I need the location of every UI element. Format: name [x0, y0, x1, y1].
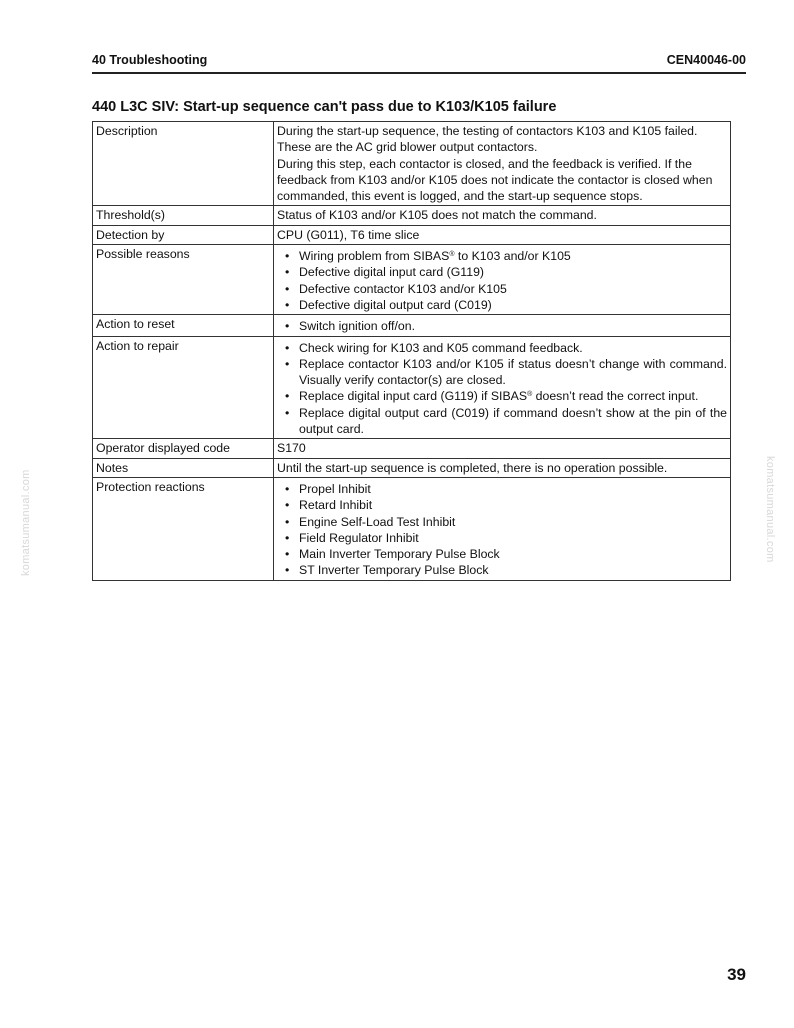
row-action-reset	[93, 315, 731, 336]
list-item: • Defective contactor K103 and/or K105	[285, 281, 507, 296]
bullet-icon: •	[285, 405, 290, 420]
list-item: • Main Inverter Temporary Pulse Block	[285, 547, 500, 562]
protection-list	[277, 479, 727, 579]
page-title: 440 L3C SIV: Start-up sequence can't pass due to K103/K105 failure	[92, 99, 557, 115]
action-reset-value	[274, 315, 731, 336]
page-number: 39	[727, 965, 746, 984]
bullet-icon: •	[285, 530, 290, 545]
protection-label: Protection reactions	[93, 477, 274, 580]
troubleshooting-table	[92, 121, 731, 581]
bullet-icon: •	[285, 481, 290, 496]
bullet-icon: •	[285, 498, 290, 513]
action-reset-list	[277, 316, 727, 334]
bullet-icon: •	[285, 389, 290, 404]
list-item: • Check wiring for K103 and K05 command feedback.	[285, 340, 583, 355]
operator-code-value: S170	[274, 439, 731, 458]
notes-value: Until the start-up sequence is completed, there is no operation possible.	[274, 458, 731, 477]
section-title: 40 Troubleshooting	[92, 53, 208, 67]
list-item: • Replace digital output card (C019) if command doesn’t show at the pin of the output card.	[285, 405, 727, 437]
threshold-label: Threshold(s)	[93, 206, 274, 225]
list-item: • Propel Inhibit	[285, 481, 371, 496]
action-repair-label: Action to repair	[93, 336, 274, 439]
list-item: • Replace contactor K103 and/or K105 if status doesn’t change with command. Visually verify contactor(s) are closed.	[285, 356, 727, 388]
possible-reasons-label: Possible reasons	[93, 245, 274, 315]
row-notes	[93, 458, 731, 477]
bullet-icon: •	[285, 265, 290, 280]
description-paragraph: During the start-up sequence, the testing of contactors K103 and K105 failed. These are the AC grid blower output contactors.	[277, 124, 698, 155]
action-reset-label: Action to reset	[93, 315, 274, 336]
bullet-icon: •	[285, 249, 290, 264]
row-possible-reasons	[93, 245, 731, 315]
list-item: • Defective digital input card (G119)	[285, 265, 484, 280]
watermark-left: komatsumanual.com	[20, 469, 32, 576]
watermark-right: komatsumanual.com	[764, 456, 776, 563]
bullet-icon: •	[285, 319, 290, 334]
detection-label: Detection by	[93, 225, 274, 244]
bullet-icon: •	[285, 340, 290, 355]
row-action-repair	[93, 336, 731, 439]
description-value	[274, 122, 731, 206]
operator-code-label: Operator displayed code	[93, 439, 274, 458]
bullet-icon: •	[285, 514, 290, 529]
list-item: • ST Inverter Temporary Pulse Block	[285, 563, 489, 578]
list-item: • Wiring problem from SIBAS® to K103 and/or K105	[285, 249, 571, 264]
detection-value: CPU (G011), T6 time slice	[274, 225, 731, 244]
bullet-icon: •	[285, 356, 290, 371]
list-item: • Defective digital output card (C019)	[285, 297, 492, 312]
list-item: • Replace digital input card (G119) if SIBAS® doesn’t read the correct input.	[285, 389, 699, 404]
row-protection	[93, 477, 731, 580]
possible-reasons-value	[274, 245, 731, 315]
bullet-icon: •	[285, 547, 290, 562]
description-paragraph: During this step, each contactor is closed, and the feedback is verified. If the feedback from K103 and/or K105 does not indicate the contactor is closed when commanded, this event is logged, and the start-up sequence stops.	[277, 156, 713, 204]
row-operator-code	[93, 439, 731, 458]
row-threshold	[93, 206, 731, 225]
threshold-value: Status of K103 and/or K105 does not match the command.	[274, 206, 731, 225]
action-repair-value	[274, 336, 731, 439]
bullet-icon: •	[285, 297, 290, 312]
list-item: • Field Regulator Inhibit	[285, 530, 419, 545]
notes-label: Notes	[93, 458, 274, 477]
bullet-icon: •	[285, 563, 290, 578]
description-label: Description	[93, 122, 274, 206]
bullet-icon: •	[285, 281, 290, 296]
action-repair-list	[277, 338, 727, 438]
document-code: CEN40046-00	[666, 53, 746, 67]
list-item: • Engine Self-Load Test Inhibit	[285, 514, 456, 529]
list-item: • Switch ignition off/on.	[285, 319, 415, 334]
row-detection	[93, 225, 731, 244]
protection-value	[274, 477, 731, 580]
possible-reasons-list	[277, 246, 727, 313]
page-header	[92, 52, 746, 74]
row-description	[93, 122, 731, 206]
list-item: • Retard Inhibit	[285, 498, 373, 513]
